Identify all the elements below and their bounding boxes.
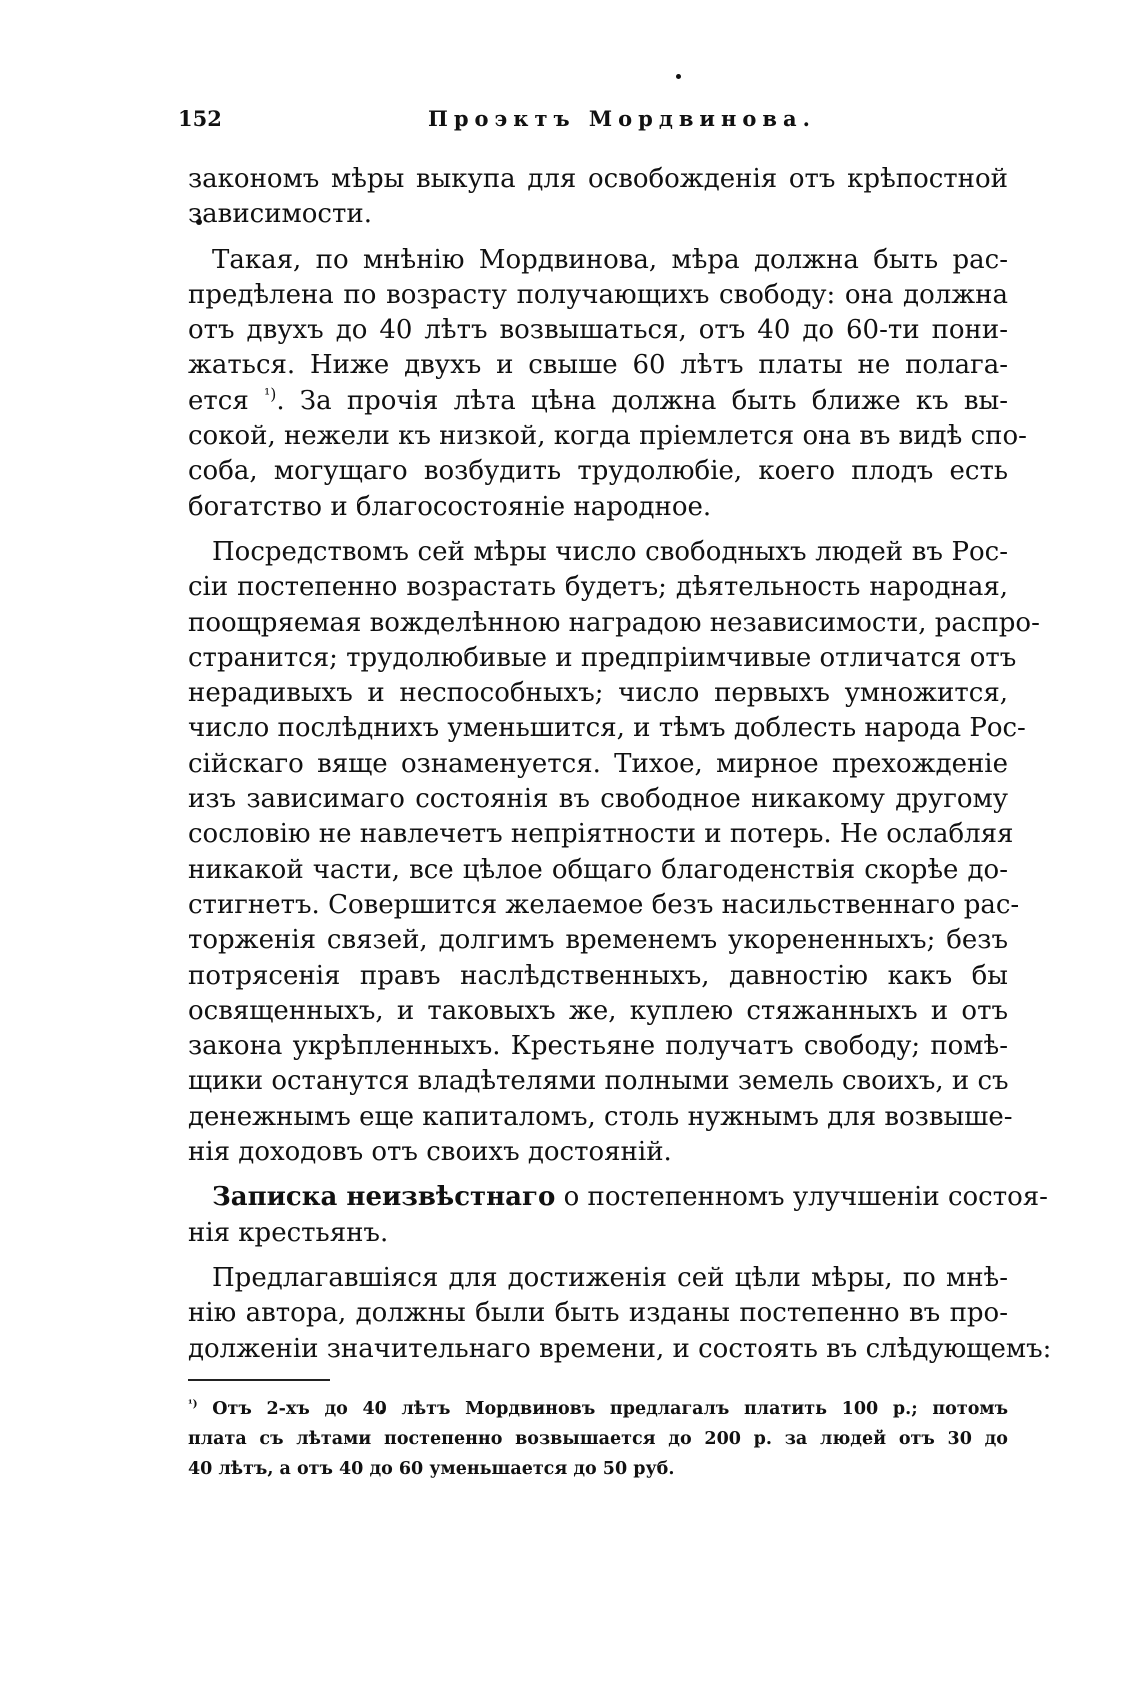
footnote-line: плата съ лѣтами постепенно возвышается до 200 р. за людей отъ 30 до — [188, 1429, 1008, 1449]
text-line: отъ двухъ до 40 лѣтъ возвышаться, отъ 40 до 60-ти пони- — [188, 315, 1008, 346]
running-title: Проэктъ Мордвинова. — [428, 106, 816, 131]
text-line: нія доходовъ отъ своихъ достояній. — [188, 1137, 672, 1168]
text-line: закона укрѣпленныхъ. Крестьяне получатъ свободу; помѣ- — [188, 1031, 1008, 1062]
page-header — [178, 106, 1016, 136]
text-line: жаться. Ниже двухъ и свыше 60 лѣтъ платы не полага- — [188, 350, 1008, 381]
paragraph — [188, 535, 1040, 1170]
text-segment: . За прочія лѣта цѣна должна быть ближе къ вы- — [276, 385, 1009, 416]
footnote-marker: ¹) — [188, 1398, 198, 1411]
body-text — [188, 162, 1052, 1367]
text-segment: о постепенномъ улучшеніи состоя- — [555, 1182, 1048, 1213]
text-line: предѣлена по возрасту получающихъ свободу: она должна — [188, 279, 1008, 310]
text-line: странится; трудолюбивые и предпріимчивые отличатся отъ — [188, 642, 1017, 673]
text-line: долженіи значительнаго времени, и состоять въ слѣдующемъ: — [188, 1333, 1052, 1364]
text-line: освященныхъ, и таковыхъ же, куплею стяжанныхъ и отъ — [188, 995, 1008, 1026]
text-line: потрясенія правъ наслѣдственныхъ, давностію какъ бы — [188, 960, 1008, 991]
text-line: зависимости. — [188, 199, 372, 230]
text-line: поощряемая вожделѣнною наградою независимости, распро- — [188, 607, 1040, 638]
text-line: число послѣднихъ уменьшится, и тѣмъ доблесть народа Рос- — [188, 713, 1026, 744]
footnote — [188, 1394, 1008, 1484]
text-line: сокой, нежели къ низкой, когда пріемлется она въ видѣ спо- — [188, 421, 1027, 452]
text-segment: ется — [188, 385, 264, 416]
text-line: нія крестьянъ. — [188, 1217, 389, 1248]
text-line: денежнымъ еще капиталомъ, столь нужнымъ для возвыше- — [188, 1101, 1013, 1132]
text-line: Посредствомъ сей мѣры число свободныхъ людей въ Рос- — [212, 536, 1008, 567]
text-line: стигнетъ. Совершится желаемое безъ насильственнаго рас- — [188, 889, 1020, 920]
paragraph-continuation — [188, 162, 1008, 233]
page-number: 152 — [178, 106, 222, 131]
text-line — [188, 384, 1008, 419]
text-line: торженія связей, долгимъ временемъ укорененныхъ; безъ — [188, 925, 1008, 956]
text-line: сіи постепенно возрастать будетъ; дѣятельность народная, — [188, 572, 1008, 603]
text-line: сословію не навлечетъ непріятности и потерь. Не ослабляя — [188, 819, 1014, 850]
text-line: богатство и благосостояніе народное. — [188, 491, 712, 522]
ink-speck — [676, 74, 681, 79]
text-line — [188, 1180, 1048, 1215]
text-line: изъ зависимаго состоянія въ свободное никакому другому — [188, 784, 1008, 815]
text-line: сійскаго вяще ознаменуется. Тихое, мирное прехожденіе — [188, 748, 1008, 779]
text-line: нерадивыхъ и неспособныхъ; число первыхъ умножится, — [188, 678, 1008, 709]
footnote-reference: ¹) — [264, 385, 277, 404]
footnote-line: 40 лѣтъ, а отъ 40 до 60 уменьшается до 50 руб. — [188, 1459, 675, 1479]
footnote-line — [188, 1394, 1008, 1424]
text-line: Такая, по мнѣнію Мордвинова, мѣра должна быть рас- — [212, 244, 1008, 275]
footnote-divider — [188, 1379, 330, 1381]
text-line: никакой части, все цѣлое общаго благоденствія скорѣе до- — [188, 854, 1008, 885]
section-heading: Записка неизвѣстнаго — [212, 1182, 556, 1213]
text-segment: Отъ 2-хъ до 40 лѣтъ Мордвиновъ предлагалъ платить 100 р.; потомъ — [197, 1399, 1008, 1419]
text-line: нію автора, должны были быть изданы постепенно въ про- — [188, 1298, 1008, 1329]
text-line: соба, могущаго возбудить трудолюбіе, коего плодъ есть — [188, 456, 1008, 487]
paragraph — [188, 1261, 1052, 1367]
section-heading-paragraph — [188, 1180, 1048, 1251]
text-line: Предлагавшіяся для достиженія сей цѣли мѣры, по мнѣ- — [212, 1262, 1008, 1293]
text-line: щики останутся владѣтелями полными земель своихъ, и съ — [188, 1066, 1009, 1097]
text-line: закономъ мѣры выкупа для освобожденія отъ крѣпостной — [188, 164, 1008, 194]
paragraph — [188, 243, 1027, 525]
